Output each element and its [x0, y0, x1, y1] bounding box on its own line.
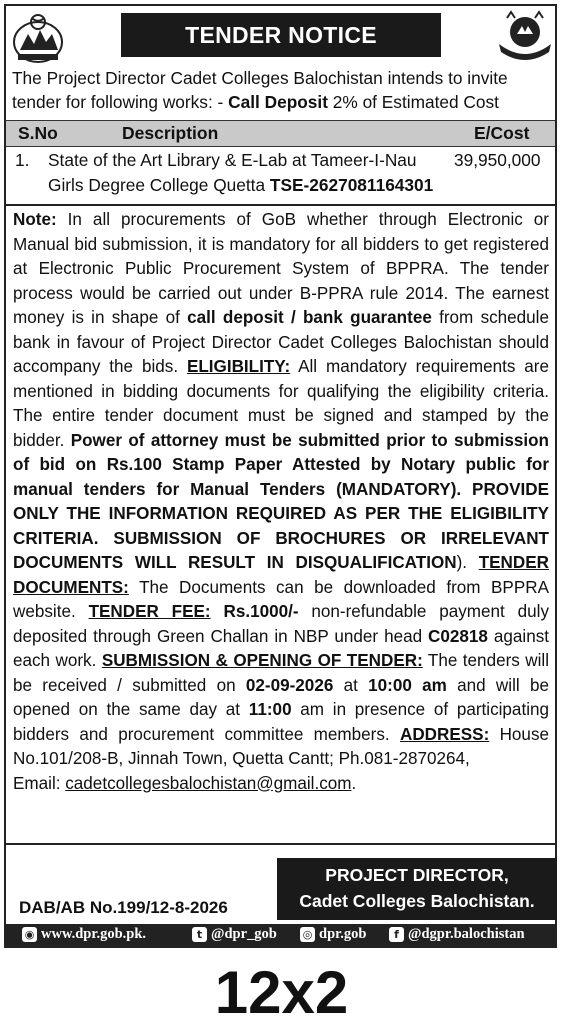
- signature-title: PROJECT DIRECTOR,: [325, 865, 509, 885]
- table-row: [6, 147, 555, 203]
- header-ecost: E/Cost: [474, 123, 530, 143]
- dab-number: DAB/AB No.199/12-8-2026: [19, 898, 228, 917]
- footer-website[interactable]: ◉ www.dpr.gob.pk.: [22, 926, 146, 943]
- note-paragraph: Note: In all procurements of GoB whether through Electronic or Manual bid submission, it is mandatory for all bidders to get registered at Electronic Public Procurement System of BPPRA. The tender process would be carried out under B-PPRA rule 2014. The earnest money is in shape of call deposit / bank guarantee from schedule bank in favour of Project Director Cadet Colleges Balochistan should accompany the bids. ELIGIBILITY: All mandatory requirements are mentioned in bidding documents for qualifying the eligibility criteria. The entire tender document must be signed and stamped by the bidder. Power of attorney must be submitted prior to submission of bid on Rs.100 Stamp Paper Attested by Notary public for manual tenders for Manual Tenders (MANDATORY). PROVIDE ONLY THE INFORMATION REQUIRED AS PER THE ELIGIBILITY CRITERIA. SUBMISSION OF BROCHURES OR IRRELEVANT DOCUMENTS WILL RESULT IN DISQUALIFICATION). TENDER DOCUMENTS: The Documents can be downloaded from BPPRA website. TENDER FEE: Rs.1000/- non-refundable payment duly deposited through Green Challan in NBP under head C02818 against each work. SUBMISSION & OPENING OF TENDER: The tenders will be received / submitted on 02-09-2026 at 10:00 am and will be opened on the same day at 11:00 am in presence of participating bidders and procurement committee members. ADDRESS: House No.101/208-B, Jinnah Town, Quetta Cantt; Ph.081-2870264, Email: cadetcollegesbalochistan@gmail.com.: [13, 210, 550, 793]
- signature-org: Cadet Colleges Balochistan.: [299, 891, 535, 911]
- footer-instagram[interactable]: ◎ dpr.gob: [300, 926, 366, 943]
- header-sno: S.No: [18, 123, 58, 143]
- tender-notice-title: TENDER NOTICE: [121, 13, 441, 57]
- globe-icon: ◉: [22, 927, 37, 942]
- divider: [6, 204, 555, 206]
- footer-twitter[interactable]: t @dpr_gob: [192, 926, 277, 943]
- intro-text: The Project Director Cadet Colleges Balochistan intends to invite tender for following works: - Call Deposit 2% of Estimated Cost: [12, 68, 508, 112]
- row-description: State of the Art Library & E-Lab at Tameer-I-Nau Girls Degree College Quetta TSE-2627081164301: [48, 150, 434, 195]
- social-footer: [4, 924, 557, 946]
- facebook-icon: f: [389, 927, 404, 942]
- balochistan-government-logo: [8, 8, 68, 66]
- table-header: [6, 120, 555, 147]
- ad-size-label: 12x2: [214, 959, 349, 1026]
- footer-facebook[interactable]: f @dgpr.balochistan: [389, 926, 525, 943]
- email-link[interactable]: cadetcollegesbalochistan@gmail.com: [65, 773, 352, 793]
- header-description: Description: [122, 123, 219, 143]
- divider: [6, 843, 555, 845]
- signature-block: [277, 858, 557, 920]
- cadet-college-logo: [495, 8, 555, 66]
- row-cost: 39,950,000: [454, 150, 541, 170]
- instagram-icon: ◎: [300, 927, 315, 942]
- twitter-icon: t: [192, 927, 207, 942]
- row-number: 1.: [15, 150, 30, 170]
